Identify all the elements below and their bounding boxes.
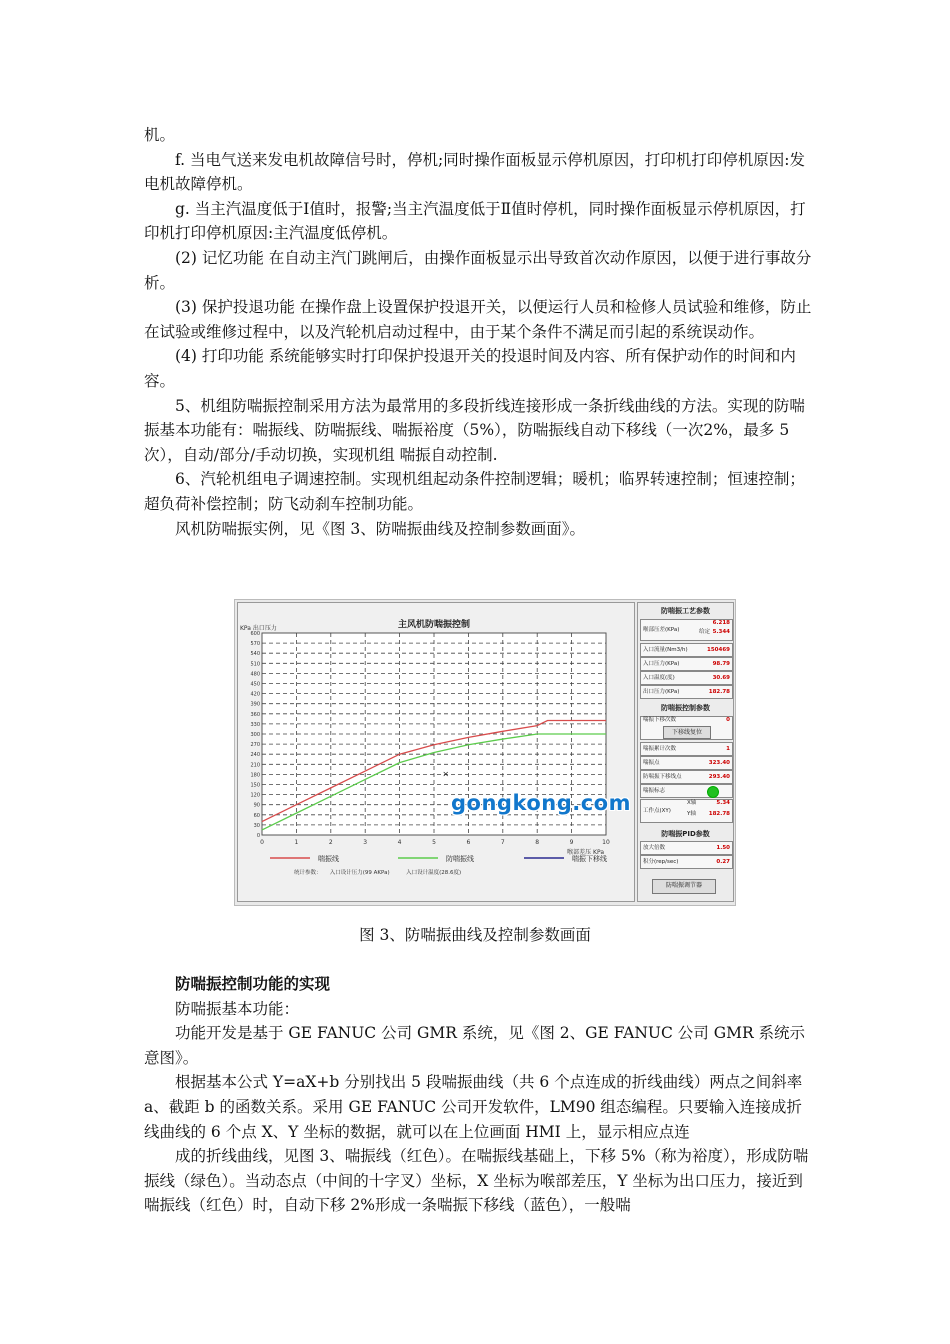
- y-tick-label: 570: [250, 641, 260, 648]
- param-value: 0.27: [716, 859, 730, 865]
- y-tick-label: 30: [253, 822, 260, 829]
- x-tick-label: 10: [602, 839, 610, 846]
- pid-params-title: 防喘振PID参数: [661, 830, 710, 838]
- paragraph: 5、机组防喘振控制采用方法为最常用的多段折线连接形成一条折线曲线的方法。实现的防喘振基本功能有：喘振线、防喘振线、喘振裕度（5%），防喘振线自动下移线（一次2%，最多 5 次），自动/部分/手动切换，实现机组 喘振自动控制.: [144, 396, 805, 464]
- x-tick-label: 9: [569, 839, 574, 846]
- x-tick-label: 7: [500, 839, 505, 846]
- param-row: [640, 784, 733, 798]
- y-tick-label: 210: [250, 762, 260, 769]
- y-tick-label: 450: [250, 681, 260, 688]
- chart-title: 主风机防喘振控制: [397, 620, 471, 630]
- param-row: [640, 841, 733, 855]
- param-label: 出口压力(KPa): [643, 689, 680, 695]
- x-axis-label: 喉部差压 KPa: [567, 849, 604, 856]
- paragraph: (4) 打印功能 系统能够实时打印保护投退开关的投退时间及内容、所有保护动作的时间和内容。: [144, 347, 796, 390]
- param-label: 喘振下移次数: [643, 717, 677, 723]
- x-tick-label: 4: [397, 839, 402, 846]
- param-value: 5.34: [716, 800, 730, 806]
- x-tick-label: 5: [432, 839, 436, 846]
- y-tick-label: 360: [250, 711, 260, 718]
- param-sublabel: Y轴: [687, 811, 696, 817]
- param-label: 入口温度(度): [643, 675, 675, 681]
- y-tick-label: 510: [250, 661, 260, 668]
- param-label: 工作点(XY): [643, 808, 671, 814]
- section-heading: 防喘振控制功能的实现: [175, 975, 331, 993]
- surge-controller-button[interactable]: 防喘振调节器: [652, 879, 716, 894]
- work-point-marker: ×: [442, 769, 450, 779]
- surge-chart: [238, 603, 634, 901]
- param-value: 182.78: [708, 689, 730, 695]
- legend-label: 喘振下移线: [572, 855, 607, 863]
- y-tick-label: 540: [250, 651, 260, 658]
- paragraph: 功能开发是基于 GE FANUC 公司 GMR 系统，见《图 2、GE FANUC 公司 GMR 系统示意图》。: [144, 1024, 806, 1067]
- param-row: [640, 756, 733, 770]
- y-tick-label: 60: [253, 812, 260, 819]
- y-tick-label: 240: [250, 752, 260, 759]
- param-row: [640, 671, 733, 685]
- param-value: 0: [726, 717, 730, 723]
- param-label: 喉部压差(KPa): [643, 627, 680, 633]
- paragraph: (3) 保护投退功能 在操作盘上设置保护投退开关，以便运行人员和检修人员试验和维修，防止在试验或维修过程中，以及汽轮机启动过程中，由于某个条件不满足而引起的系统误动作。: [144, 298, 812, 341]
- y-tick-label: 330: [250, 721, 260, 728]
- x-tick-label: 0: [260, 839, 264, 846]
- body-text-top: [144, 123, 812, 541]
- paragraph: g. 当主汽温度低于Ⅰ值时，报警;当主汽温度低于Ⅱ值时停机，同时操作面板显示停机原因，打印机打印停机原因:主汽温度低停机。: [144, 199, 806, 243]
- y-tick-label: 120: [250, 792, 260, 799]
- param-value: 182.78: [708, 811, 730, 817]
- param-value: 30.69: [712, 675, 730, 681]
- param-value: 6.218: [712, 620, 730, 626]
- chart-frame: [237, 602, 635, 902]
- y-tick-label: 390: [250, 701, 260, 708]
- x-tick-label: 3: [363, 839, 368, 846]
- y-tick-label: 180: [250, 772, 260, 779]
- param-row: [640, 742, 733, 756]
- param-value: 98.79: [712, 661, 730, 667]
- param-row: [640, 685, 733, 699]
- param-label: 入口压力(KPa): [643, 661, 680, 667]
- footer-note: 统计参数： 入口设计压力(99 AKPa) 入口设计温度(28.6度): [294, 870, 462, 876]
- param-row: [640, 770, 733, 784]
- param-row: [640, 855, 733, 869]
- param-label: 积分(rep/sec): [643, 859, 679, 865]
- body-text-bottom: [144, 972, 812, 1218]
- param-row: [640, 799, 733, 823]
- paragraph: 风机防喘振实例，见《图 3、防喘振曲线及控制参数画面》。: [175, 519, 586, 538]
- y-tick-label: 150: [250, 782, 260, 789]
- legend-label: 防喘振线: [446, 855, 474, 863]
- param-row: [640, 657, 733, 671]
- param-row: [640, 643, 733, 657]
- paragraph: 6、汽轮机组电子调速控制。实现机组起动条件控制逻辑；暖机；临界转速控制；恒速控制；超负荷补偿控制；防飞动刹车控制功能。: [144, 470, 805, 513]
- y-tick-label: 0: [256, 833, 260, 839]
- param-label: 放大倍数: [643, 845, 666, 851]
- paragraph: f. 当电气送来发电机故障信号时，停机;同时操作面板显示停机原因，打印机打印停机原因:发电机故障停机。: [144, 150, 805, 194]
- control-params-title: 防喘振控制参数: [661, 704, 710, 712]
- reset-shift-button[interactable]: 下移线复位: [663, 726, 711, 739]
- param-value: 293.40: [708, 774, 730, 780]
- paragraph: 根据基本公式 Y=aX+b 分别找出 5 段喘振曲线（共 6 个点连成的折线曲线）两点之间斜率 a、截距 b 的函数关系。采用 GE FANUC 公司开发软件，LM90 组态编程。只要输入连接成折线曲线的 6 个点 X、Y 坐标的数据，就可以在上位画面 HMI 上，显示相应点连: [144, 1073, 803, 1141]
- figure-caption: 图 3、防喘振曲线及控制参数画面: [359, 926, 591, 944]
- y-axis-label: KPa 出口压力: [240, 625, 277, 632]
- param-sublabel: 给定: [699, 629, 711, 635]
- y-tick-label: 90: [253, 802, 260, 809]
- param-label: 喘振点: [643, 760, 660, 766]
- legend-label: 喘振线: [318, 855, 339, 863]
- param-value: 323.40: [708, 760, 730, 766]
- param-label: 喘振标志: [643, 788, 666, 794]
- figure-screenshot: [234, 599, 736, 906]
- y-tick-label: 300: [250, 732, 260, 738]
- x-tick-label: 6: [466, 839, 471, 846]
- y-tick-label: 270: [250, 742, 260, 749]
- y-tick-label: 600: [250, 631, 260, 637]
- x-tick-label: 2: [328, 839, 333, 846]
- paragraph: (2) 记忆功能 在自动主汽门跳闸后，由操作面板显示出导致首次动作原因，以便于进行事故分析。: [144, 248, 812, 292]
- process-params-title: 防喘振工艺参数: [661, 607, 710, 615]
- y-tick-label: 420: [250, 691, 260, 698]
- param-row: [640, 619, 733, 641]
- param-row: [640, 716, 733, 740]
- x-tick-label: 1: [294, 839, 299, 846]
- param-label: 入口流量(Nm3/h): [643, 647, 688, 653]
- paragraph: 成的折线曲线，见图 3、喘振线（红色）。在喘振线基础上，下移 5%（称为裕度），形成防喘振线（绿色）。当动态点（中间的十字叉）坐标，X 坐标为喉部差压，Y 坐标为出口压力，接近到喘振线（红色）时，自动下移 2%形成一条喘振下移线（蓝色），一般喘: [144, 1147, 809, 1215]
- surge-status-indicator: [707, 786, 719, 798]
- paragraph: 机。: [144, 126, 176, 144]
- param-label: 防喘振下移线点: [643, 774, 682, 780]
- param-label: 喘振累计次数: [643, 746, 677, 752]
- param-sublabel: X轴: [687, 800, 697, 806]
- param-value: 1: [726, 746, 730, 752]
- x-tick-label: 8: [535, 839, 540, 846]
- watermark: gongkong.com: [451, 791, 631, 815]
- y-tick-label: 480: [250, 671, 260, 678]
- param-value: 1.50: [716, 845, 730, 851]
- paragraph: 防喘振基本功能：: [175, 999, 300, 1018]
- param-value: 5.344: [712, 629, 730, 635]
- param-value: 150469: [707, 647, 730, 653]
- parameter-panel: [637, 602, 734, 902]
